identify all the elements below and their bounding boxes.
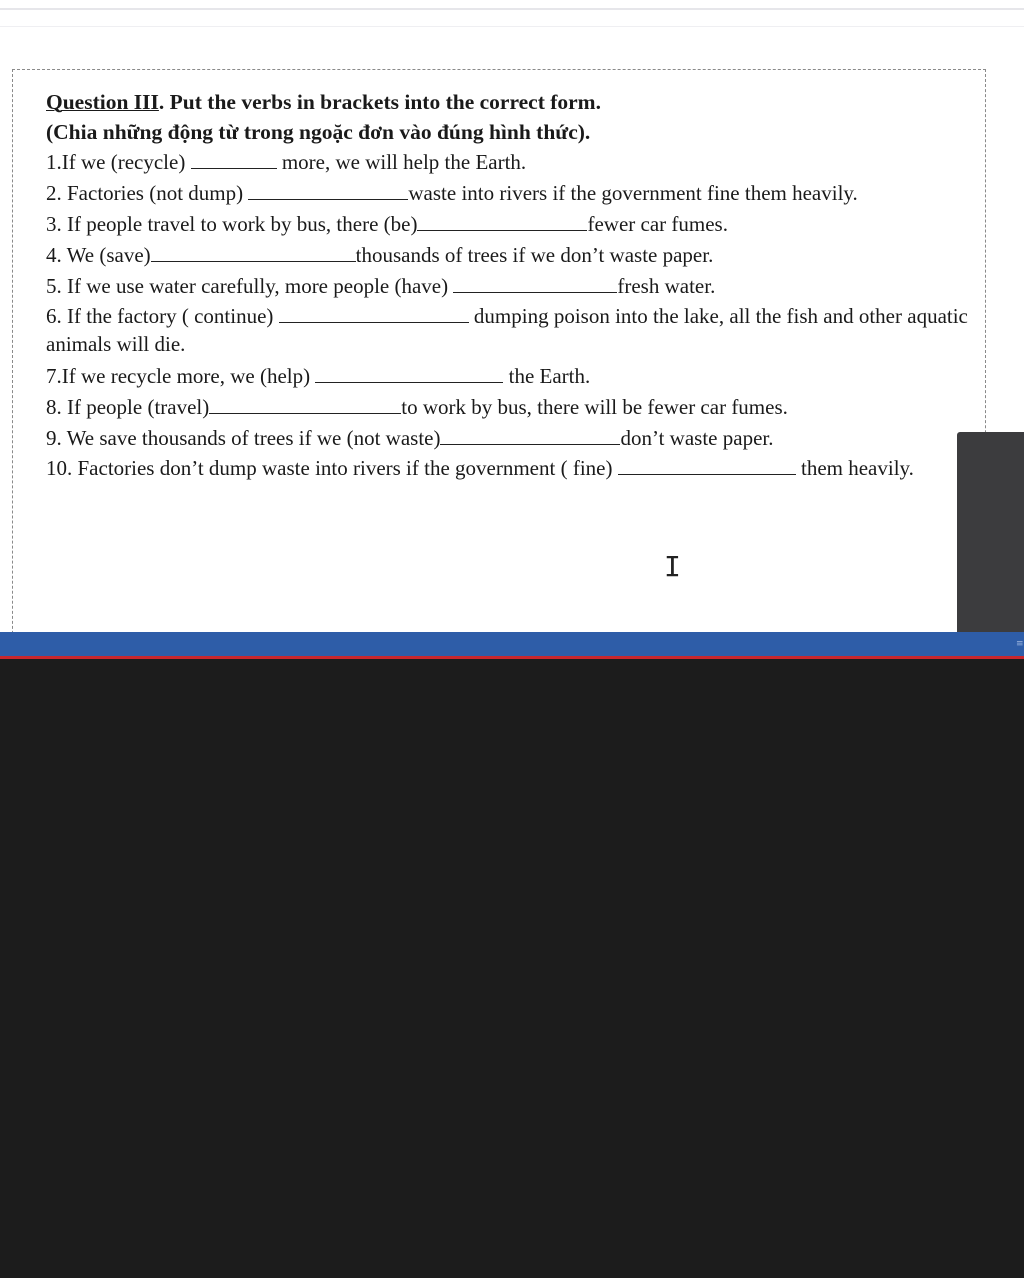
exercise-line-1[interactable] [46,147,976,178]
line-text: to work by bus, there will be fewer car fumes. [401,395,788,419]
ruler-line-secondary [0,26,1024,27]
line-text: 6. If the factory ( continue) [46,304,274,328]
line-text: them heavily. [800,456,914,480]
exercise-line-4[interactable] [46,240,976,271]
answer-blank[interactable] [453,274,617,293]
line-text: waste into rivers if the government fine them heavily. [408,181,858,205]
line-text: 3. If people travel to work by bus, there (be) [46,212,418,236]
answer-blank[interactable] [315,364,503,383]
line-text: fewer car fumes. [587,212,728,236]
line-text: dumping poison into the lake, all the fish and other aquatic animals will die. [46,304,968,356]
exercise-line-5[interactable] [46,271,976,302]
line-text: thousands of trees if we don’t waste paper. [355,243,714,267]
exercise-line-6[interactable] [46,302,976,358]
answer-blank[interactable] [209,395,401,414]
text-cursor-icon: I [664,550,681,583]
document-page[interactable] [0,0,1024,632]
dark-background [0,659,1024,1278]
line-text: the Earth. [508,364,591,388]
line-text: 1.If we (recycle) [46,150,186,174]
ruler-line [0,8,1024,10]
exercise-line-10[interactable] [46,454,976,482]
grip-icon[interactable]: ≡ [1016,639,1024,649]
taskbar[interactable] [0,632,1024,656]
line-text: 7.If we recycle more, we (help) [46,364,311,388]
question-subtitle: (Chia những động từ trong ngoặc đơn vào đúng hình thức). [46,120,591,144]
answer-blank[interactable] [618,456,796,475]
line-text: 10. Factories don’t dump waste into rivers if the government ( fine) [46,456,613,480]
side-panel[interactable] [957,432,1024,638]
line-text: don’t waste paper. [620,426,774,450]
question-number: Question III [46,90,159,114]
exercise-line-3[interactable] [46,209,976,240]
line-text: 9. We save thousands of trees if we (not waste) [46,426,441,450]
line-text: fresh water. [617,274,716,298]
exercise-line-9[interactable] [46,423,976,454]
answer-blank[interactable] [248,181,408,200]
answer-blank[interactable] [279,304,469,323]
answer-blank[interactable] [191,150,277,169]
line-text: 4. We (save) [46,243,151,267]
line-text: more, we will help the Earth. [281,150,527,174]
exercise-line-2[interactable] [46,178,976,209]
line-text: 8. If people (travel) [46,395,210,419]
answer-blank[interactable] [417,212,587,231]
answer-blank[interactable] [151,243,356,262]
exercise-content[interactable] [46,88,976,485]
question-title [46,88,976,117]
line-text: 2. Factories (not dump) [46,181,244,205]
exercise-line-8[interactable] [46,392,976,423]
exercise-line-7[interactable] [46,361,976,392]
question-instruction: . Put the verbs in brackets into the correct form. [158,90,601,114]
line-text: 5. If we use water carefully, more people (have) [46,274,449,298]
answer-blank[interactable] [440,426,620,445]
